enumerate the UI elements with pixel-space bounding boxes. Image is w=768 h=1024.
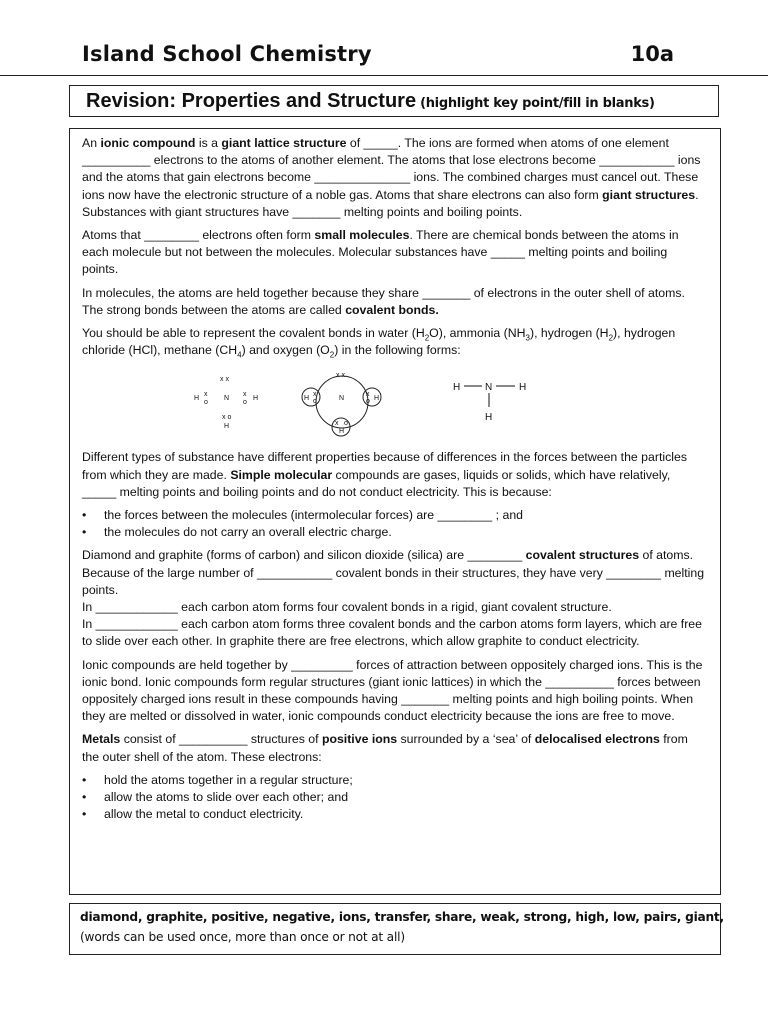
sf-left-h: H <box>453 382 461 394</box>
cd-bottom-o: o <box>344 420 348 428</box>
cd-center-n: N <box>339 395 345 403</box>
bold-term: ionic compound <box>100 136 196 150</box>
circle-diagram <box>302 372 381 436</box>
subscript: 4 <box>237 350 242 360</box>
text-run: Different types of substance have different properties because of differences in the forces between the particles from which they are made. <box>82 450 687 482</box>
bold-term: Simple molecular <box>230 467 333 482</box>
dc-bottom-pair: x o <box>222 414 232 422</box>
list-item: • the forces between the molecules (intermolecular forces) are ________ ; and <box>82 507 706 524</box>
dc-bottom-h: H <box>224 423 230 431</box>
text-run: of _____. The ions are formed when atoms of one element __________ electrons to the atoms of another element. The atoms that lose electrons become ___________ ions and the atoms that gain electrons become ______________ ions. The combined charges must cancel out. These ions now have the electronic structure of a noble gas. Atoms that share electrons can also form <box>82 136 701 202</box>
paragraph-giant-covalent <box>82 547 706 650</box>
subscript: 2 <box>608 333 614 343</box>
text-run: O), ammonia (NH <box>429 326 526 341</box>
paragraph-metals <box>82 731 706 765</box>
dc-center-n: N <box>224 395 230 403</box>
cd-left-h: H <box>304 395 310 403</box>
sf-center-n: N <box>485 382 493 394</box>
text-run: ) and oxygen (O <box>241 343 330 358</box>
bold-term: small molecules <box>314 228 410 243</box>
text-run: In molecules, the atoms are held together because they share _______ of electrons in the outer shell of atoms. The strong bonds between the atoms are called <box>82 285 685 317</box>
text-run: You should be able to represent the covalent bonds in water (H <box>82 326 425 341</box>
list-item: • allow the atoms to slide over each other; and <box>82 789 706 806</box>
paragraph-ionic <box>82 135 706 221</box>
text-run: consist of __________ structures of <box>120 732 322 747</box>
text-run: ), hydrogen chloride (HCl), methane (CH <box>82 326 676 358</box>
text-run: Ionic compounds are held together by _________ forces of attraction between oppositely charged ions. This is the ionic bond. Ionic compounds form regular structures (giant ionic lattices) in which the __________ forces between oppositely charged ions result in these compounds having _______ melting points and high boiling points. When they are melted or dissolved in water, ionic compounds conduct electricity because the ions are free to move. <box>82 657 703 724</box>
list-item: • allow the metal to conduct electricity. <box>82 806 706 823</box>
dc-right-o: o <box>243 399 247 407</box>
word-bank-words: diamond, graphite, positive, negative, ions, transfer, share, weak, strong, high, low, pairs, giant, <box>80 910 724 924</box>
subscript: 3 <box>525 333 530 343</box>
paragraph-small-molecules <box>82 227 706 279</box>
list-metal-electrons <box>82 772 706 824</box>
subscript: 2 <box>329 350 335 360</box>
header-rule <box>0 75 768 76</box>
list-item: • hold the atoms together in a regular structure; <box>82 772 706 789</box>
dc-left-x: x <box>204 391 208 399</box>
list-item: • the molecules do not carry an overall electric charge. <box>82 524 706 541</box>
bold-term: giant structures <box>602 187 696 202</box>
text-run: surrounded by a ‘sea’ of <box>397 732 535 747</box>
cd-right-o: o <box>366 398 370 406</box>
list-simple-molecular <box>82 507 706 541</box>
text-run: In ____________ each carbon atom forms three covalent bonds and the carbon atoms form layers, which are free to slide over each other. In graphite there are free electrons, which allow graphite to conduct electricity. <box>82 617 702 649</box>
n-shell-circle <box>316 376 368 428</box>
sf-bottom-h: H <box>485 412 493 424</box>
cd-bottom-x: x <box>335 420 339 428</box>
school-name: Island School Chemistry <box>82 42 372 66</box>
text-run: is a <box>195 136 222 150</box>
cd-left-o: o <box>313 398 317 406</box>
worksheet-title <box>86 90 655 113</box>
title-main: Revision: Properties and Structure <box>86 90 417 112</box>
page-header <box>82 42 674 72</box>
cd-right-h: H <box>374 395 380 403</box>
bold-term: Metals <box>82 732 121 747</box>
bold-term: covalent structures <box>525 548 640 563</box>
text-run: ) in the following forms: <box>334 343 461 358</box>
content-box <box>69 128 721 895</box>
word-bank-note: (words can be used once, more than once or not at all) <box>80 930 405 944</box>
text-run: Atoms that ________ electrons often form <box>82 228 315 243</box>
cd-left-x: x <box>313 391 317 399</box>
paragraph-ionic-bonding <box>82 657 706 726</box>
cd-bottom-h: H <box>339 428 345 436</box>
ammonia-diagram-svg <box>82 365 706 443</box>
text-run: of atoms. Because of the large number of ___________ covalent bonds in their structures, they have very ________ melting points. <box>82 548 705 597</box>
paragraph-covalent <box>82 285 706 319</box>
bold-term: covalent bonds. <box>345 302 439 317</box>
paragraph-forms <box>82 325 706 359</box>
text-run: An <box>82 136 101 150</box>
sf-right-h: H <box>519 382 527 394</box>
content <box>82 135 706 830</box>
text-run: from the outer shell of the atom. These electrons: <box>82 732 688 764</box>
paragraph-properties <box>82 449 706 501</box>
dc-left-o: o <box>204 399 208 407</box>
title-instruction: (highlight key point/fill in blanks) <box>420 96 655 111</box>
subscript: 2 <box>424 333 430 343</box>
text-run: compounds are gases, liquids or solids, which have relatively, _____ melting points and boiling points and do not conduct electricity. This is because: <box>82 467 671 499</box>
dc-left-h: H <box>194 395 200 403</box>
cd-right-x: x <box>366 391 370 399</box>
ammonia-diagrams <box>82 365 706 443</box>
dc-right-x: x <box>243 391 247 399</box>
dot-cross-diagram <box>194 376 258 430</box>
dc-right-h: H <box>253 395 259 403</box>
cd-top-pair: x x <box>336 372 345 380</box>
text-run: Diamond and graphite (forms of carbon) and silicon dioxide (silica) are ________ <box>82 548 526 563</box>
title-box <box>69 85 719 117</box>
word-bank <box>69 903 724 955</box>
text-run: ), hydrogen (H <box>529 326 609 341</box>
bold-term: positive ions <box>321 732 398 747</box>
text-run: . Substances with giant structures have _______ melting points and boiling points. <box>82 187 699 219</box>
bold-term: giant lattice structure <box>221 136 347 150</box>
text-run: . There are chemical bonds between the atoms in each molecule but not between the molecules. Molecular substances have _____ melting points and boiling points. <box>82 228 679 277</box>
text-run: In ____________ each carbon atom forms four covalent bonds in a rigid, giant covalent structure. <box>82 600 612 615</box>
dc-top-pair: x x <box>220 376 229 384</box>
bold-term: delocalised electrons <box>534 732 660 747</box>
class-code: 10a <box>630 42 674 66</box>
structural-formula <box>453 382 526 423</box>
